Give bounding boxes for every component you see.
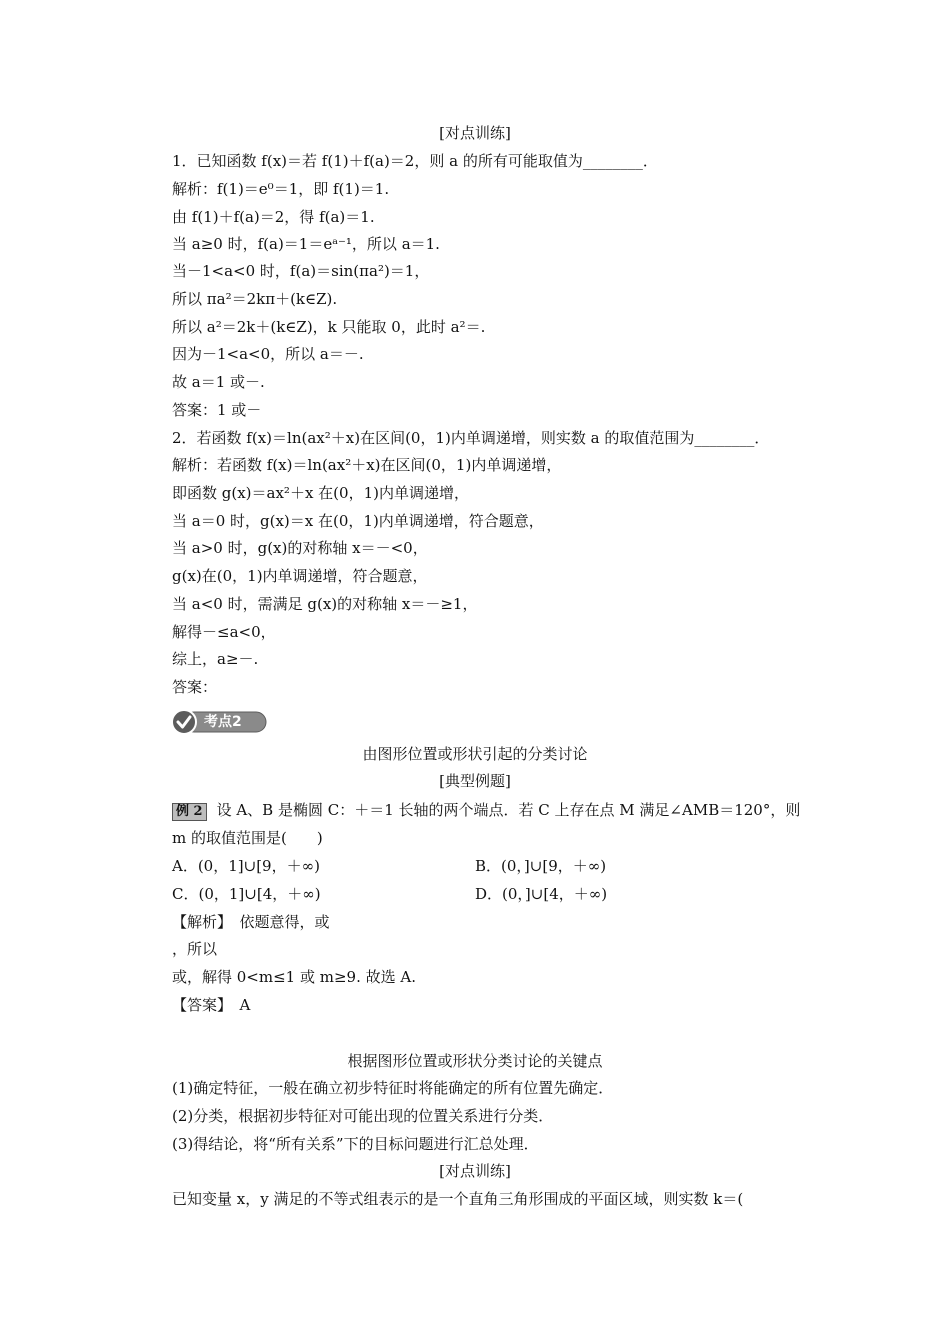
solution-line: 解析：若函数 f(x)＝ln(ax²＋x)在区间(0，1)内单调递增，	[172, 456, 562, 474]
solution-line: 故 a＝1 或－.	[172, 373, 265, 391]
solution-line: 因为－1<a<0，所以 a＝－.	[172, 345, 364, 363]
option-c: C．(0，1]∪[4，＋∞)	[172, 885, 321, 903]
solution-line: 当－1<a<0 时，f(a)＝sin(πa²)＝1，	[172, 262, 430, 280]
section-heading: [对点训练]	[439, 124, 511, 142]
solution-line: 由 f(1)＋f(a)＝2，得 f(a)＝1.	[172, 208, 375, 226]
question-1: 1．已知函数 f(x)＝若 f(1)＋f(a)＝2，则 a 的所有可能取值为________．	[172, 152, 658, 170]
solution-line: 当 a<0 时，需满足 g(x)的对称轴 x＝－≥1，	[172, 595, 478, 613]
solution-line: g(x)在(0，1)内单调递增，符合题意，	[172, 567, 428, 585]
practice-question: 已知变量 x，y 满足的不等式组表示的是一个直角三角形围成的平面区域，则实数 k＝(	[172, 1190, 744, 1208]
key-point: (1)确定特征，一般在确立初步特征时将能确定的所有位置先确定．	[172, 1079, 614, 1097]
option-d: D．(0，]∪[4，＋∞)	[475, 885, 608, 903]
solution-line: 即函数 g(x)＝ax²＋x 在(0，1)内单调递增，	[172, 484, 469, 502]
solution-line: 当 a＝0 时，g(x)＝x 在(0，1)内单调递增，符合题意，	[172, 512, 544, 530]
key-point: (3)得结论，将“所有关系”下的目标问题进行汇总处理．	[172, 1135, 539, 1153]
answer-line: 答案：	[172, 678, 218, 696]
section-heading: [对点训练]	[439, 1162, 511, 1180]
badge-label: 考点2	[204, 714, 242, 730]
solution-line: 当 a>0 时，g(x)的对称轴 x＝－<0，	[172, 539, 428, 557]
example-text-2: m 的取值范围是( )	[172, 829, 323, 847]
key-point: (2)分类，根据初步特征对可能出现的位置关系进行分类．	[172, 1107, 554, 1125]
section-subheading: [典型例题]	[439, 772, 511, 790]
check-circle-icon	[172, 710, 196, 734]
section-title: 根据图形位置或形状分类讨论的关键点	[347, 1052, 603, 1070]
option-b: B．(0，]∪[9，＋∞)	[475, 857, 607, 875]
solution-line: 所以 πa²＝2kπ＋(k∈Z).	[172, 290, 338, 308]
solution-line: 当 a≥0 时，f(a)＝1＝eᵃ⁻¹，所以 a＝1.	[172, 235, 440, 253]
solution-line: 综上，a≥－.	[172, 650, 259, 668]
example-tag: 例 2	[172, 803, 207, 821]
question-2: 2．若函数 f(x)＝ln(ax²＋x)在区间(0，1)内单调递增，则实数 a 的取值范围为________．	[172, 429, 770, 447]
solution-line: 【解析】 依题意得，或	[172, 913, 330, 931]
solution-line: 所以 a²＝2k＋(k∈Z)，k 只能取 0，此时 a²＝.	[172, 318, 486, 336]
section-title: 由图形位置或形状引起的分类讨论	[362, 745, 588, 763]
answer-line: 答案：1 或－	[172, 401, 262, 419]
solution-line: 解析：f(1)＝e⁰＝1，即 f(1)＝1.	[172, 180, 390, 198]
solution-line: 解得－≤a<0，	[172, 623, 276, 641]
example-line	[172, 799, 800, 821]
topic-badge	[170, 709, 270, 735]
answer-line: 【答案】 A	[172, 996, 251, 1014]
solution-line: ，所以	[172, 940, 218, 958]
solution-line: 或，解得 0<m≤1 或 m≥9. 故选 A.	[172, 968, 416, 986]
option-a: A．(0，1]∪[9，＋∞)	[172, 857, 320, 875]
example-text: 设 A、B 是椭圆 C：＋＝1 长轴的两个端点．若 C 上存在点 M 满足∠AMB＝120°，则	[216, 801, 801, 819]
